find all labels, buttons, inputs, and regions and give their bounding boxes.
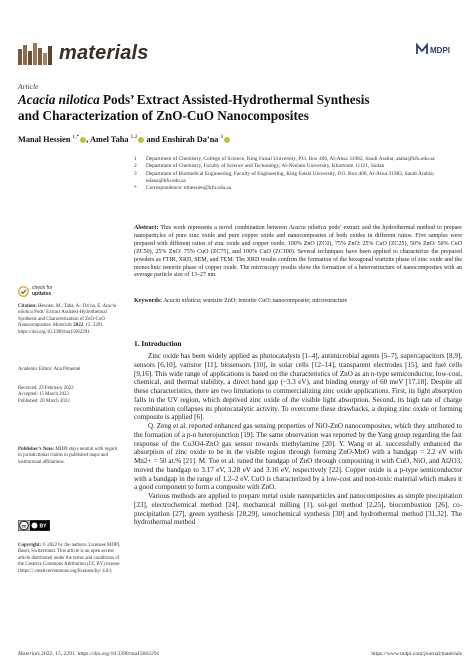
footer-doi[interactable]: 2022, 15, 2291. https://doi.org/10.3390/ma15062291 [39,651,160,657]
copyright-notice [18,543,122,575]
title-line-2: and Characterization of ZnO-CuO Nanocomposites [18,108,309,123]
author-name[interactable]: Manal Hessien [18,134,71,144]
author-separator: , [86,134,90,144]
section-title: 1. Introduction [134,339,182,348]
affiliation-item [134,185,460,192]
materials-logo-icon [18,41,54,65]
affiliation-number: * [134,185,137,192]
svg-text:BY: BY [39,523,47,530]
author-affil-sup: 3 [220,134,224,140]
author-list [18,134,230,144]
article-type: Article [18,82,39,91]
publication-dates [18,386,122,405]
received-date: Received: 23 February 2022 [18,386,74,391]
keywords-text: ; wurtzite ZnO; tenorite CuO; nanocomposite; microstructure [199,298,348,304]
copyright-text: © 2022 by the authors. Licensee MDPI, Basel, Switzerland. This article is an open access article distributed under the terms and conditions of the Creative Commons Attribution (CC BY) license (https:// creativecommons.org/licenses/by/ 4.0/). [18,543,121,574]
author-name[interactable]: Amel Taha [89,134,129,144]
keyword-italic: Acacia nilotica [162,298,200,304]
citation-block [18,304,122,336]
affiliation-item [134,171,460,186]
author-separator: and [144,134,162,144]
check-updates-line2: updates [32,290,52,297]
correspondence-text[interactable]: Correspondence: mhessien@kfu.edu.sa [146,185,232,192]
publisher-note-label: Publisher’s Note: [18,447,55,452]
editor-name: Ana Pimentel [53,367,81,372]
check-for-updates-button[interactable] [18,286,52,297]
page-footer [18,651,462,657]
cc-by-license-icon[interactable] [18,520,50,531]
published-date: Published: 20 March 2022 [18,398,70,404]
editor-label: Academic Editor: [18,367,54,372]
citation-italic: Acacia nilotica [18,304,117,316]
publisher-note-text: MDPI stays neutral with regard to jurisdictional claims in published maps and institutional affiliations. [18,447,118,465]
affiliation-number: 2 [134,163,137,170]
abstract-text: pods’ extract and the hydrothermal method to prepare nanoparticles of pure zinc oxide and pure copper oxide and nanocomposites of both oxides in different ratios. Five samples were prepared with different ratios of zinc oxide and copper oxide; 100% ZnO (ZC0), 75% ZnO: 25% CuO (ZC25), 50% ZnO: 50% CuO (ZC50), 25% ZnO: 75% CuO (ZC75), and 100% CuO (ZC100). Several techniques have been applied to characterize the prepared powders as FTIR, XRD, SEM, and TEM. The XRD results confirm the formation of the hexagonal wurtzite phase of zinc oxide and the monoclinic tenorite phase of copper oxide. The microscopy results show the formation of a heterostructure of nanocomposites with an average particle size of 13–27 nm. [134,225,462,279]
article-title [18,92,458,124]
affiliation-item [134,163,460,170]
title-rest: Pods’ Extract Assisted-Hydrothermal Synthesis [99,92,370,107]
mdpi-logo-text: MDPI [430,46,450,55]
abstract [134,225,462,280]
author-affil-sup: 1,* [72,134,80,140]
accepted-date: Accepted: 15 March 2022 [18,392,69,398]
journal-logo[interactable] [18,40,149,66]
introduction-body [134,352,462,527]
affiliations [134,156,460,192]
intro-paragraph: Various methods are applied to prepare metal oxide nanoparticles and nanocomposites as simple precipitation [23], electrochemical method [24], mechanical milling [1], sol-gel method [2,25], biocombustion [26], co-precipitation [27], green synthesis [28,29], sonochemical synthesis [30] and hydrothermal method [31,32]. The hydrothermal method [134,492,462,527]
citation-year: 2022 [72,323,84,329]
intro-paragraph: Zinc oxide has been widely applied as photocatalysts [1–4], antimicrobial agents [5–7], supercapacitors [8,9], sensors [6,10], varistor [11], biosensors [10], in solar cells [12–14], transparent electrodes [15], and fuel cells [9,16]. This wide range of applications is based on the characteristics of ZnO as an n-type semiconductor, low-cost, chemical, and thermal stability, a direct band gap (~3.3 eV), and binding energy of 60 meV [17,18]. Despite all these characteristics, there are two limitations to commercializing zinc oxide applications. First, its light absorption falls in the UV region, which deprived zinc oxide of the visible light absorption. Second, its high rate of charge recombination collapses its photocatalytic activity. To overcome these drawbacks, a doping zinc oxide or forming composite is applied [6]. [134,352,462,422]
abstract-text: This work represents a novel combination between [158,225,290,231]
affiliation-text: Department of Biomedical Engineering, Faculty of Engineering, King Faisal University, P.O. Box 400, Al-Ahsa 31982, Saudi Arabia; edana@kfu.edu.sa [146,170,435,184]
title-italic: Acacia nilotica [18,92,100,107]
check-updates-line1: check for [32,285,53,291]
keywords [134,297,462,305]
citation-doi-link[interactable]: , 2291. https://doi.org/10.3390/ma15062291 [18,323,104,335]
mdpi-logo-icon[interactable] [414,40,454,58]
svg-text:cc: cc [21,523,27,529]
citation-label: Citation: [18,304,37,309]
footer-journal: Materials [18,651,40,657]
keywords-label: Keywords: [134,298,162,304]
citation-text: Pods’ Extract Assisted-Hydrothermal Synthesis and Characterization of ZnO-CuO Nanocomposites. [18,310,107,329]
orcid-icon[interactable] [224,137,230,143]
abstract-italic: Acacia nilotica [289,225,327,231]
citation-volume: , 15 [83,323,91,329]
affiliation-text: Department of Chemistry, Faculty of Science and Technology, Al-Neelain University, Khartoum 11121, Sudan [146,163,385,170]
journal-name: materials [59,41,149,64]
citation-journal: Materials [53,323,73,329]
author-affil-sup: 1,2 [130,134,138,140]
citation-text: Hessien, M.; Taha, A.; Da’na, E. [36,304,103,309]
footer-citation [18,651,159,657]
abstract-label: Abstract: [134,225,159,231]
check-updates-icon [18,286,29,297]
affiliation-number: 3 [134,170,137,177]
academic-editor [18,367,122,373]
publisher-note [18,447,122,466]
affiliation-text: Department of Chemistry, College of Science, King Faisal University, P.O. Box 400, Al-Ahsa 31982, Saudi Arabia; ataha@kfu.edu.sa [146,156,435,162]
author-name[interactable]: Enshirah Da’na [161,134,219,144]
affiliation-number: 1 [134,156,137,162]
footer-journal-link[interactable]: https://www.mdpi.com/journal/materials [371,651,462,657]
copyright-label: Copyright: [18,543,42,548]
intro-paragraph: Q. Zeng et al. reported enhanced gas sensing properties of NiO-ZnO nanocomposites, which they attributed to the formation of a p-n heterojunction [19]. The same observation was reported by the Yang group regarding the fast response of the Co3O4-ZnO gas sensor towards triethylamine [20]. Y. Wang et al. successfully enhanced the absorption of zinc oxide to be in the visible region through forming ZnO-MnO with a bandgap = 2.2 eV with Mn2+ = 50 at.% [21]. M. Toe et al. tuned the bandgap of ZnO through compositing it with CuO, NiO, and Al2O3, moved the bandgap to 3.17 eV, 3.28 eV and 3.16 eV, respectively [22]. Copper oxide is a p-type semiconductor with a bandgap in the range of 1.2–2 eV. CuO is characterized by a low-cost and non-toxic material which makes it a good component to form a composite with ZnO. [134,422,462,492]
